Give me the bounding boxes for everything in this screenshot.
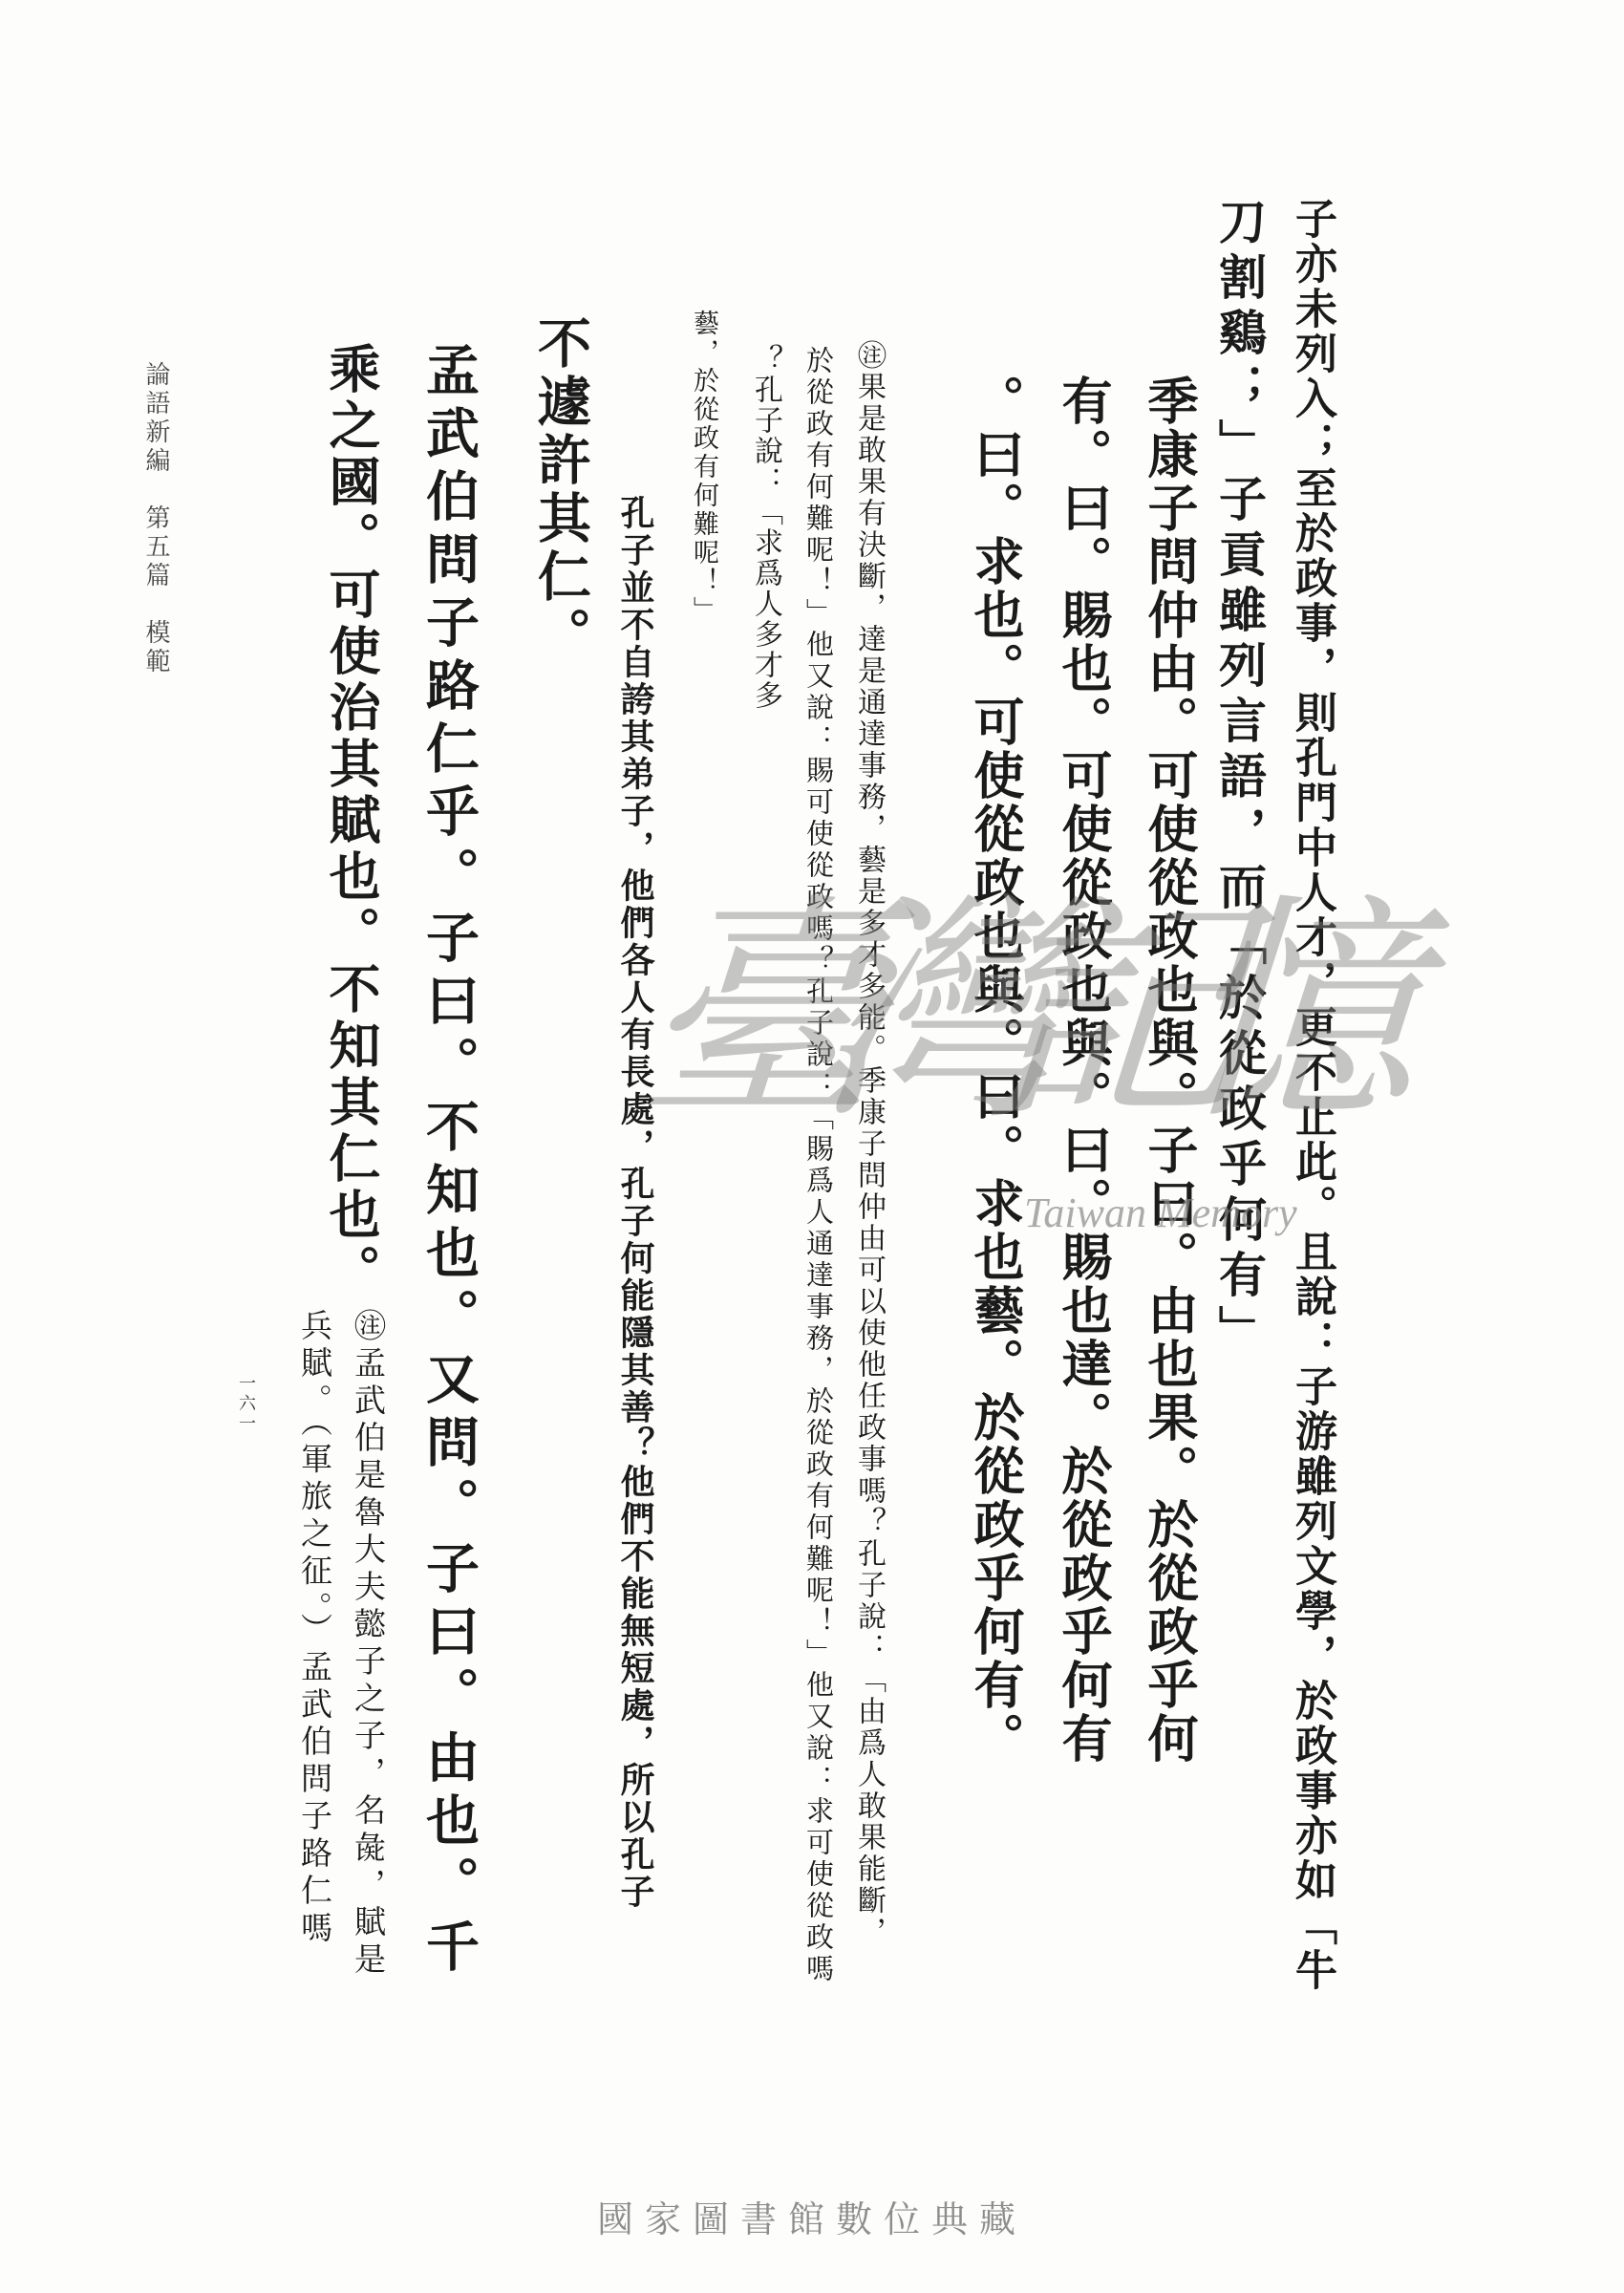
scripture1-column-3: 。曰。求也。可使從政也與。曰。求也藝。於從政乎何有。 (966, 375, 1024, 1766)
running-title: 論語新編 第五篇 模範 (141, 361, 170, 676)
library-footer-mark: 國家圖書館數位典藏 (596, 2198, 1028, 2240)
scripture1-column-2: 有。曰。賜也。可使從政也與。曰。賜也達。於從政乎何有 (1054, 375, 1112, 1766)
note1-subcolumn-2: 於從政有何難呢！」他又說：賜可使從政嗎？孔子說：「賜爲人通達事務，於從政有何難呢！」他又說：求可使從政嗎 (802, 346, 835, 1985)
taiwan-memory-watermark-latin: Taiwan Memory (1024, 1189, 1297, 1236)
commentary-column-1: 孔子並不自誇其弟子，他們各人有長處，孔子何能隱其善？他們不能無短處，所以孔子 (615, 495, 654, 1911)
folio-page-number: 一六一 (236, 1374, 256, 1434)
note1-subcolumn-3: ？孔子說：「求爲人多才多 (749, 344, 782, 711)
note2-subcolumn-2: 兵賦。（軍旅之征。）孟武伯問子路仁嗎 (296, 1309, 333, 1948)
scripture1-column-1: 季康子問仲由。可使從政也與。子曰。由也果。於從政乎何 (1140, 375, 1198, 1766)
taiwan-memory-watermark-cjk: 臺灣記憶 (631, 873, 1371, 1151)
note2-subcolumn-1: ㊟孟武伯是魯大夫懿子之子，名彘，賦是 (350, 1309, 387, 1980)
scripture2-column-1: 孟武伯問子路仁乎。子曰。不知也。又問。子曰。由也。千 (417, 342, 480, 1982)
carryover-note-column-2: 刀割鷄；」子貢雖列言語，而「於從政乎何有」 (1211, 197, 1267, 1361)
note1-subcolumn-4: 藝，於從政有何難呢！」 (689, 310, 718, 625)
scripture2-column-2: 乘之國。可使治其賦也。不知其仁也。 (321, 342, 381, 1300)
commentary-column-2: 不遽許其仁。 (529, 315, 591, 665)
note1-subcolumn-1: ㊟果是敢果有決斷，達是通達事務，藝是多才多能。季康子問仲由可以使他任政事嗎？孔子說：「由爲人敢果能斷， (852, 340, 886, 1948)
carryover-note-column-1: 子亦未列入；至於政事，則孔門中人才，更不止此。且說：子游雖列文學，於政事亦如「牛 (1288, 197, 1336, 1993)
